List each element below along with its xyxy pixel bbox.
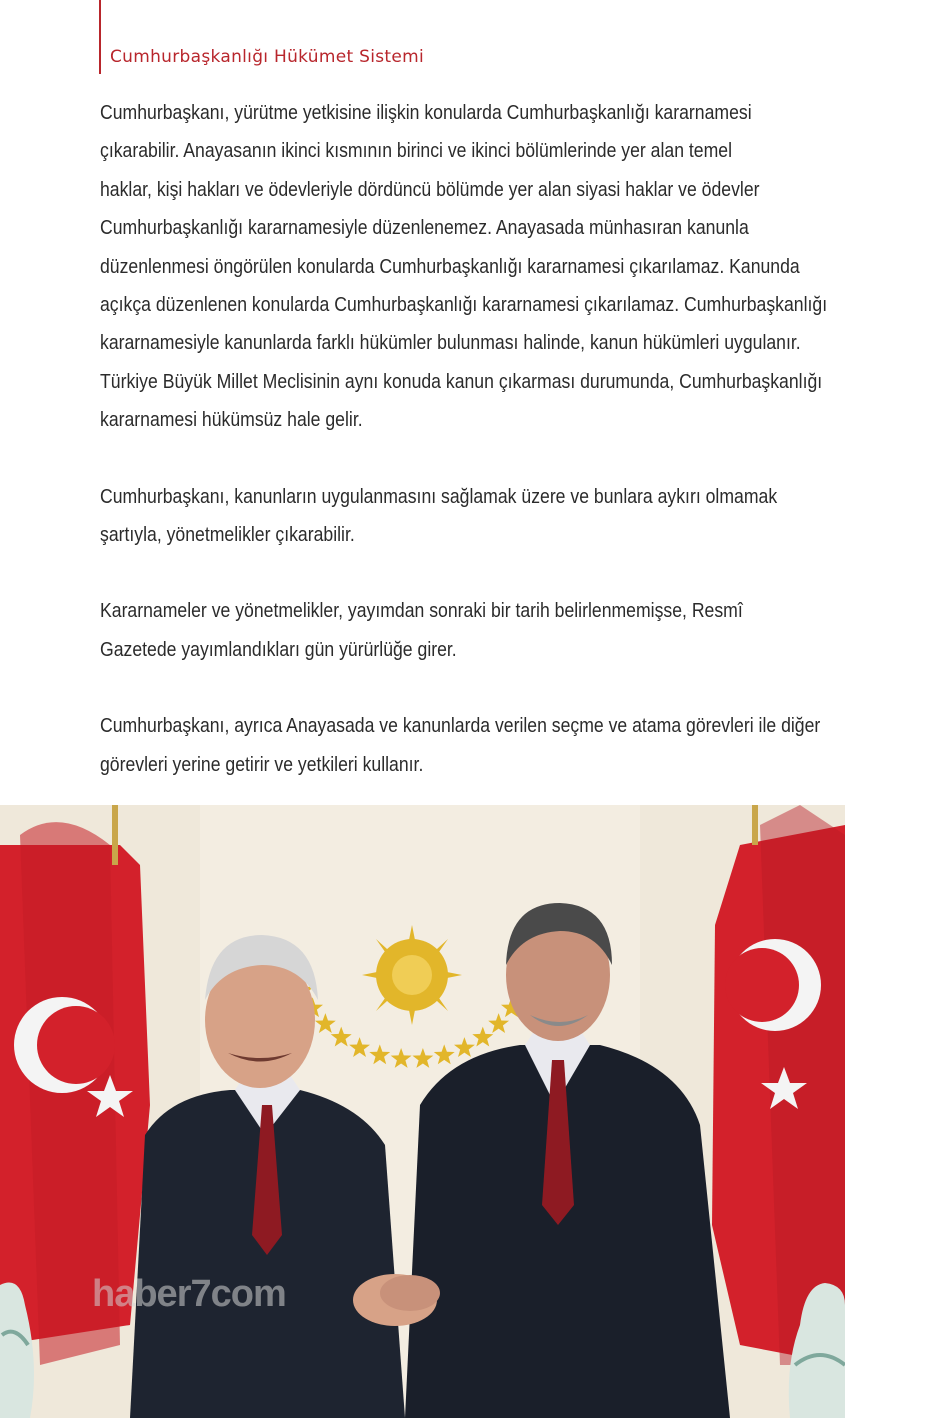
text-line: Kararnameler ve yönetmelikler, yayımdan sonraki bir tarih belirlenmemişse, Resmî (100, 599, 743, 623)
text-line: açıkça düzenlenen konularda Cumhurbaşkanlığı kararnamesi çıkarılamaz. Cumhurbaşkanlığı (100, 293, 828, 317)
text-line: Türkiye Büyük Millet Meclisinin aynı konuda kanun çıkarması durumunda, Cumhurbaşkanlığı (100, 369, 823, 393)
text-line: haklar, kişi hakları ve ödevleriyle dördüncü bölümde yer alan siyasi haklar ve ödevler (100, 177, 760, 201)
text-line: Cumhurbaşkanı, yürütme yetkisine ilişkin konularda Cumhurbaşkanlığı kararnamesi (100, 101, 752, 124)
text-line: Cumhurbaşkanı, kanunların uygulanmasını sağlamak üzere ve bunlara aykırı olmamak (100, 484, 778, 508)
text-line: kararnamesi hükümsüz hale gelir. (100, 408, 363, 432)
paragraph-duties (100, 707, 857, 784)
photo-illustration (0, 805, 845, 1418)
watermark: haber7com (92, 1273, 286, 1315)
running-header: Cumhurbaşkanlığı Hükümet Sistemi (110, 47, 425, 67)
header-rule (99, 0, 101, 74)
body-text (100, 94, 857, 822)
text-line: Cumhurbaşkanı, ayrıca Anayasada ve kanunlarda verilen seçme ve atama görevleri ile diğer (100, 714, 821, 738)
paragraph-regulations (100, 478, 857, 555)
paragraph-decrees (100, 94, 857, 440)
text-line: Cumhurbaşkanlığı kararnamesiyle düzenlenemez. Anayasada münhasıran kanunla (100, 216, 749, 240)
text-line: şartıyla, yönetmelikler çıkarabilir. (100, 523, 355, 547)
presidential-emblem (362, 925, 462, 1025)
text-line: düzenlenmesi öngörülen konularda Cumhurbaşkanlığı kararnamesi çıkarılamaz. Kanunda (100, 254, 800, 278)
text-line: görevleri yerine getirir ve yetkileri kullanır. (100, 752, 424, 776)
text-line: çıkarabilir. Anayasanın ikinci kısmının birinci ve ikinci bölümlerinde yer alan temel (100, 139, 733, 163)
text-line: kararnamesiyle kanunlarda farklı hükümler bulunması halinde, kanun hükümleri uygulanır. (100, 331, 801, 355)
handshake-photo (0, 805, 845, 1418)
text-line: Gazetede yayımlandıkları gün yürürlüğe girer. (100, 637, 457, 661)
right-turkish-flag (712, 805, 845, 1365)
paragraph-effective-date (100, 592, 857, 669)
